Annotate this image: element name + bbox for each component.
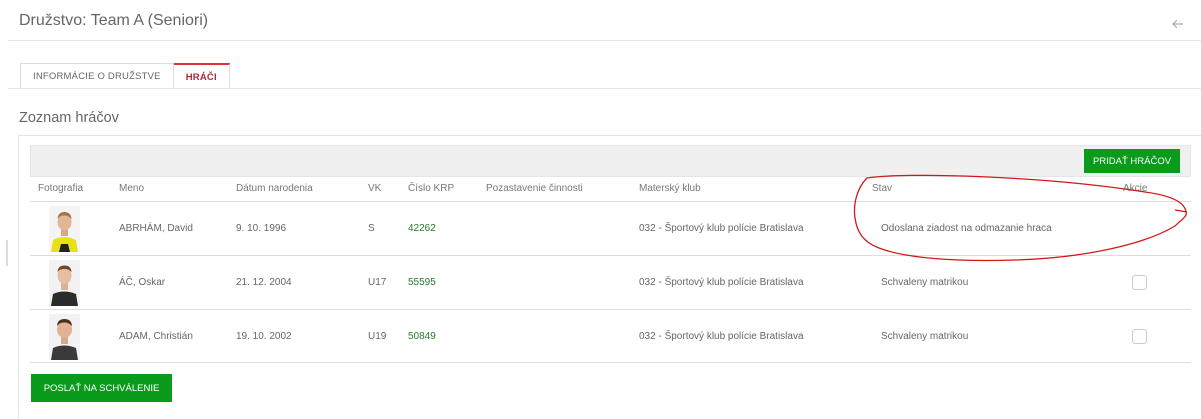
send-for-approval-button[interactable]: POSLAŤ NA SCHVÁLENIE (31, 374, 172, 402)
age-category: U17 (368, 277, 387, 288)
tab-bar (20, 63, 230, 89)
age-category: U19 (368, 331, 387, 342)
team-title: Družstvo: Team A (Seniori) (19, 12, 209, 29)
table-row (30, 309, 1191, 363)
table-header (30, 177, 1191, 201)
player-name: ADAM, Christián (119, 331, 193, 342)
col-home-club: Materský klub (639, 183, 701, 194)
player-photo (49, 314, 80, 360)
select-checkbox[interactable] (1132, 329, 1147, 344)
header-divider (8, 40, 1201, 41)
birth-date: 19. 10. 2002 (236, 331, 292, 342)
select-checkbox[interactable] (1132, 275, 1147, 290)
col-actions: Akcie (1123, 183, 1148, 194)
player-status: Odoslana ziadost na odmazanie hraca (881, 223, 1052, 234)
col-birth-date: Dátum narodenia (236, 183, 313, 194)
table-toolbar (30, 145, 1191, 177)
krp-number: 50849 (408, 331, 436, 342)
players-table (30, 177, 1191, 363)
home-club: 032 - Športový klub polície Bratislava (639, 331, 804, 342)
player-name: ABRHÁM, David (119, 223, 193, 234)
player-status: Schvaleny matrikou (881, 277, 969, 288)
table-row (30, 201, 1191, 255)
col-name: Meno (119, 183, 145, 194)
player-name: ÁČ, Oskar (119, 277, 166, 288)
krp-number: 42262 (408, 223, 436, 234)
tabs-divider (8, 88, 1201, 89)
tab-players[interactable]: HRÁČI (174, 63, 230, 89)
tab-team-info[interactable]: INFORMÁCIE O DRUŽSTVE (20, 63, 174, 89)
home-club: 032 - Športový klub polície Bratislava (639, 223, 804, 234)
table-row (30, 255, 1191, 309)
col-krp: Číslo KRP (408, 183, 455, 194)
col-vk: VK (368, 183, 382, 194)
add-players-button[interactable]: PRIDAŤ HRÁČOV (1084, 149, 1180, 173)
age-category: S (368, 223, 375, 234)
col-suspension: Pozastavenie činnosti (486, 183, 583, 194)
player-photo (49, 206, 80, 252)
col-status: Stav (872, 183, 893, 194)
side-handle (6, 240, 8, 266)
player-status: Schvaleny matrikou (881, 331, 969, 342)
arrow-left-icon[interactable] (1167, 12, 1189, 36)
birth-date: 21. 12. 2004 (236, 277, 292, 288)
col-photo: Fotografia (38, 183, 84, 194)
birth-date: 9. 10. 1996 (236, 223, 287, 234)
section-title: Zoznam hráčov (19, 110, 119, 126)
krp-number: 55595 (408, 277, 436, 288)
player-photo (49, 260, 80, 306)
home-club: 032 - Športový klub polície Bratislava (639, 277, 804, 288)
